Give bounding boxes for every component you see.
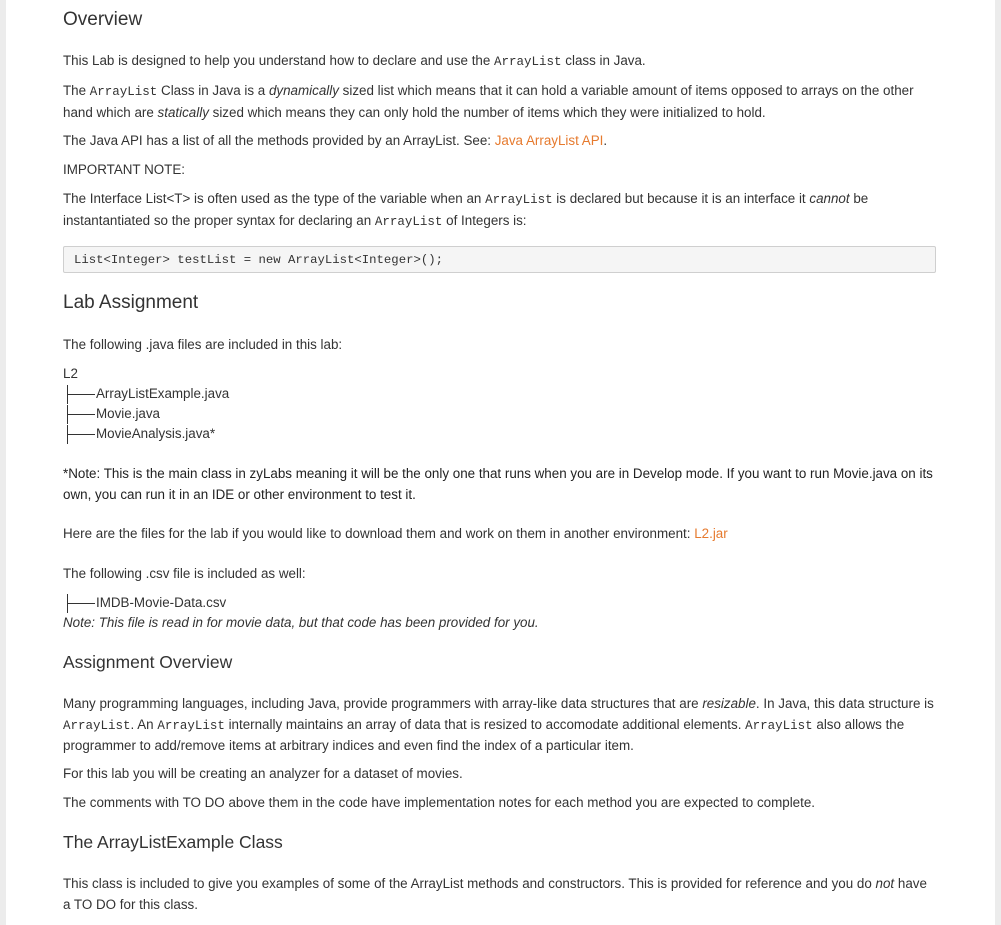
tree-branch-icon: [63, 384, 96, 404]
java-arraylist-api-link[interactable]: Java ArrayList API: [494, 133, 604, 148]
assignment-paragraph: Many programming languages, including Java, provide programmers with array-like data structures that are resizable. In Java, this data structure is ArrayList. An ArrayList internally maintains an array of data that is resized to accomodate additional elements. ArrayList also allows the programmer to add/remove items at arbitrary indices and even find the index of a particular item.: [63, 696, 934, 753]
csv-intro: The following .csv file is included as well:: [63, 566, 306, 581]
csv-note: Note: This file is read in for movie data, but that code has been provided for you.: [63, 615, 539, 630]
lab-page: [6, 0, 995, 925]
file-tree: [63, 364, 229, 444]
analyzer-paragraph: For this lab you will be creating an analyzer for a dataset of movies.: [63, 766, 463, 781]
tree-item: MovieAnalysis.java*: [63, 424, 229, 444]
arraylist-example-heading: The ArrayListExample Class: [63, 832, 283, 852]
todo-comments-paragraph: The comments with TO DO above them in the code have implementation notes for each method you are expected to complete.: [63, 795, 816, 810]
lab-assignment-heading: Lab Assignment: [63, 292, 199, 313]
arraylist-example-paragraph: This class is included to give you examples of some of the ArrayList methods and constructors. This is provided for reference and you do not have a TO DO for this class.: [63, 876, 927, 912]
arraylist-code: ArrayList: [494, 55, 562, 69]
tree-root: L2: [63, 366, 78, 381]
tree-branch-icon: [63, 424, 96, 444]
csv-file-tree: [63, 593, 226, 613]
java-files-intro: The following .java files are included in this lab:: [63, 337, 343, 352]
assignment-overview-heading: Assignment Overview: [63, 652, 233, 672]
tree-branch-icon: [63, 593, 96, 613]
main-class-note: *Note: This is the main class in zyLabs meaning it will be the only one that runs when you are in Develop mode. If you want to run Movie.java on its own, you can run it in an IDE or other environment to test it.: [63, 466, 933, 502]
tree-item: ArrayListExample.java: [63, 384, 229, 404]
overview-intro-paragraph: This Lab is designed to help you understand how to declare and use the ArrayList class in Java.: [63, 53, 646, 69]
tree-item: IMDB-Movie-Data.csv: [63, 593, 226, 613]
code-block: List<Integer> testList = new ArrayList<Integer>();: [63, 246, 936, 273]
important-note-label: IMPORTANT NOTE:: [63, 162, 186, 177]
l2-jar-download-link[interactable]: L2.jar: [694, 526, 728, 541]
overview-heading: Overview: [63, 9, 143, 30]
tree-branch-icon: [63, 404, 96, 424]
interface-list-paragraph: The Interface List<T> is often used as the type of the variable when an ArrayList is declared but because it is an interface it cannot be instantantiated so the proper syntax for declaring an ArrayList of Integers is:: [63, 191, 869, 229]
download-paragraph: Here are the files for the lab if you would like to download them and work on them in another environment: L2.jar: [63, 526, 728, 541]
java-api-paragraph: The Java API has a list of all the methods provided by an ArrayList. See: Java ArrayList API.: [63, 133, 608, 148]
arraylist-description-paragraph: The ArrayList Class in Java is a dynamically sized list which means that it can hold a variable amount of items opposed to arrays on the other hand which are statically sized which means they can only hold the number of items which they were initialized to hold.: [63, 83, 914, 120]
tree-item: Movie.java: [63, 404, 229, 424]
